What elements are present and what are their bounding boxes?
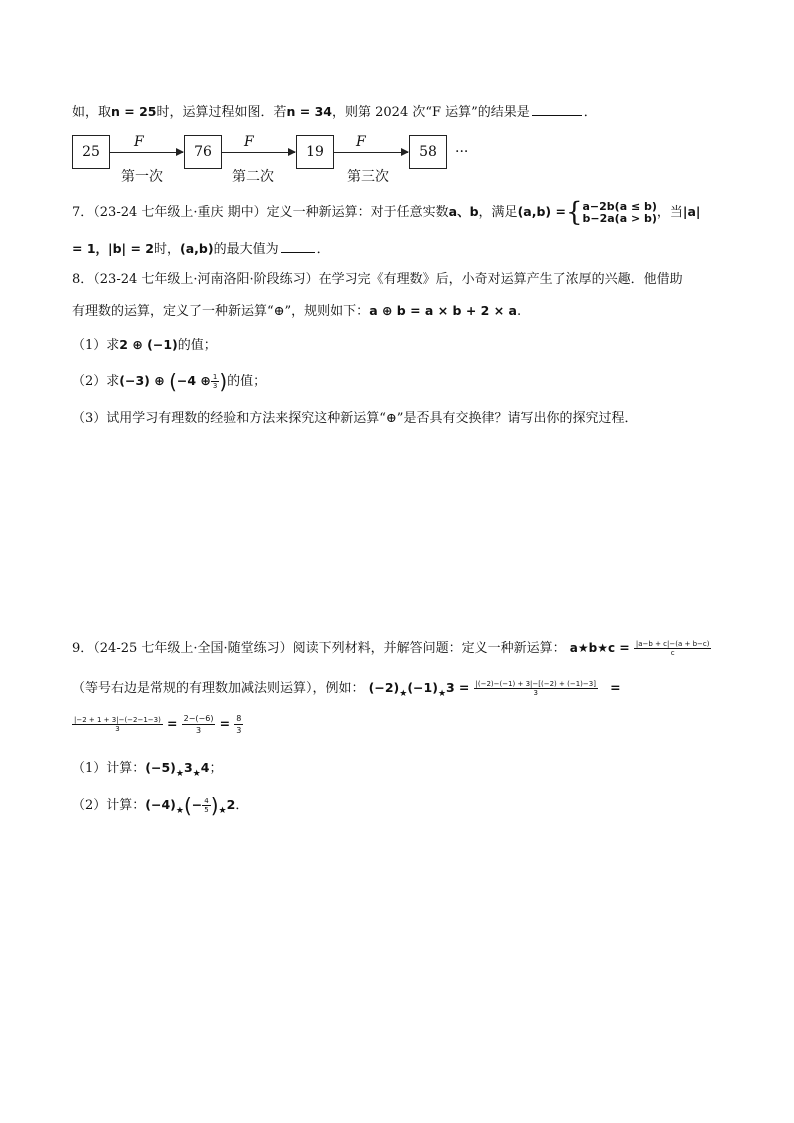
example-fraction: $\frac{2-(-6)}{3}$ <box>183 714 214 735</box>
q7-pair: (a,b) <box>180 241 214 256</box>
paren-close: ) <box>219 369 228 394</box>
q7-func: (a,b) = <box>517 204 566 219</box>
example-fraction: $\frac{|-2 + 1 + 3|-(-2-1-3)}{3}$ <box>74 716 161 733</box>
fraction: $\frac{4}{5}$ <box>204 797 209 814</box>
q6-n-value: n = 25 <box>111 104 157 119</box>
flow-box: 58 <box>409 135 447 169</box>
star-operator: ★ <box>218 806 227 816</box>
star-operator: ★ <box>437 689 447 699</box>
q8-part-2 <box>72 368 266 395</box>
q8-l2-end: . <box>516 304 522 319</box>
q8-p2-expr-b: −4 ⊕ <box>176 373 211 388</box>
q8-line-2 <box>72 301 521 322</box>
fraction: $\frac{1}{3}$ <box>212 373 218 390</box>
q7-l2a: = 1， <box>72 241 109 256</box>
q8-p2b: 的值； <box>227 374 267 389</box>
q8-line-1: 8．（23-24 七年级上·河南洛阳·阶段练习）在学习完《有理数》后，小奇对运算产生了浓厚的兴趣．他借助 <box>72 272 683 287</box>
q7-abs-b: |b| = 2 <box>108 241 154 256</box>
piecewise-case-1: a−2b(a ≤ b) <box>582 199 657 213</box>
q8-part-1 <box>72 335 217 356</box>
flow-op-label: F <box>134 134 144 150</box>
piecewise-case-2: b−2a(a > b) <box>582 211 657 225</box>
q8-p2-expr-a: (−3) ⊕ <box>119 373 170 388</box>
paren-open: ( <box>169 369 177 394</box>
flow-step-label: 第三次 <box>347 169 389 185</box>
star-operator: ★ <box>175 806 184 816</box>
flow-arrow <box>110 152 183 153</box>
q9-part-2: （2）计算：$(-4)_★(-$ $\frac{4}{5}$ )$_★2$． <box>72 793 249 818</box>
flow-ellipsis: ··· <box>455 144 469 160</box>
q9-def-lhs: a★b★c <box>569 641 616 655</box>
q9-lead: 9．（24-25 七年级上·全国·随堂练习）阅读下列材料，并解答问题：定义一种新运算： <box>72 641 566 656</box>
flow-box: 19 <box>296 135 334 169</box>
q9-p1a: （1）计算： <box>72 761 146 776</box>
q8-p2a: （2）求 <box>72 374 120 389</box>
flow-op-label: F <box>356 134 366 150</box>
piecewise-cases <box>583 201 657 225</box>
q6-end: ． <box>583 105 597 120</box>
flow-step-label: 第一次 <box>121 169 163 185</box>
q7-l2c: 的最大值为 <box>213 242 279 257</box>
q8-l2a: 有理数的运算，定义了一种新运算“⊕”，规则如下： <box>72 304 370 319</box>
definition-fraction: $\frac{|a-b + c|-(a + b-c)}{c}$ <box>635 640 710 657</box>
flow-box: 76 <box>184 135 222 169</box>
star-operator: ★ <box>175 769 184 779</box>
flow-step-label: 第二次 <box>232 169 274 185</box>
q9-line-1: 9．（24-25 七年级上·全国·随堂练习）阅读下列材料，并解答问题：定义一种新运算： a★b★c = $\frac{|a-b + c|-(a + b-c)}{c}$ <box>72 640 710 657</box>
q8-p1b: 的值； <box>177 338 217 353</box>
star-operator: ★ <box>399 689 408 699</box>
q8-part-3: （3）试用学习有理数的经验和方法来探究这种新运算“⊕”是否具有交换律？请写出你的探究过程． <box>72 411 638 426</box>
q9-line-3: $\frac{|-2 + 1 + 3|-(-2-1-3)}{3}$ = $\frac{2-(-6)}{3}$ = $\frac{8}{3}$ <box>74 714 242 735</box>
answer-blank[interactable] <box>532 103 582 116</box>
q9-l2a: （等号右边是常规的有理数加减法则运算），例如： <box>72 681 365 696</box>
q9-p2a: （2）计算： <box>72 798 146 813</box>
q7-sat: ，满足 <box>478 205 518 220</box>
f-operation-diagram <box>72 135 512 191</box>
star-operator: ★ <box>192 769 201 779</box>
q6-lead: 如，取 <box>72 105 112 120</box>
q7-abs-a: |a| <box>682 204 701 219</box>
example-fraction: $\frac{|(-2)-(-1) + 3|-[(-2) + (-1)-3]}{3}$ <box>475 680 596 697</box>
q7-end: ． <box>316 242 330 257</box>
q8-p1a: （1）求 <box>72 338 120 353</box>
flow-op-label: F <box>244 134 254 150</box>
paren-close: ) <box>210 793 219 818</box>
q7-l2b: 时， <box>154 242 181 257</box>
q7-ab: a、b <box>448 204 479 219</box>
paren-open: ( <box>183 793 192 818</box>
q7-line-1 <box>72 198 701 227</box>
flow-arrow <box>334 152 408 153</box>
q9-line-2: （等号右边是常规的有理数加减法则运算），例如： $(-2)_★(-1)_★3$ = $\frac{|(-2)-(-1) + 3|-[(-2) + (-1)-3]}{3}$ = <box>72 680 621 699</box>
example-fraction: $\frac{8}{3}$ <box>236 714 242 735</box>
q7-line-2 <box>72 239 330 260</box>
flow-box: 25 <box>72 135 110 169</box>
q7-when: ，当 <box>656 205 683 220</box>
q8-p1-expr: 2 ⊕ (−1) <box>119 337 178 352</box>
q6-text <box>72 102 597 123</box>
q8-rule: a ⊕ b = a × b + 2 × a <box>369 303 517 318</box>
flow-arrow <box>222 152 295 153</box>
q7-lead: 7．（23-24 七年级上·重庆 期中）定义一种新运算：对于任意实数 <box>72 205 449 220</box>
q6-mid: 时，运算过程如图．若 <box>156 105 287 120</box>
q9-part-1: （1）计算：$(-5)_★3_★4$； <box>72 760 223 779</box>
q6-n2-value: n = 34 <box>286 104 332 119</box>
piecewise-brace: { <box>565 197 583 228</box>
q6-tail: ，则第 2024 次“F 运算”的结果是 <box>332 105 530 120</box>
answer-blank[interactable] <box>281 240 315 253</box>
